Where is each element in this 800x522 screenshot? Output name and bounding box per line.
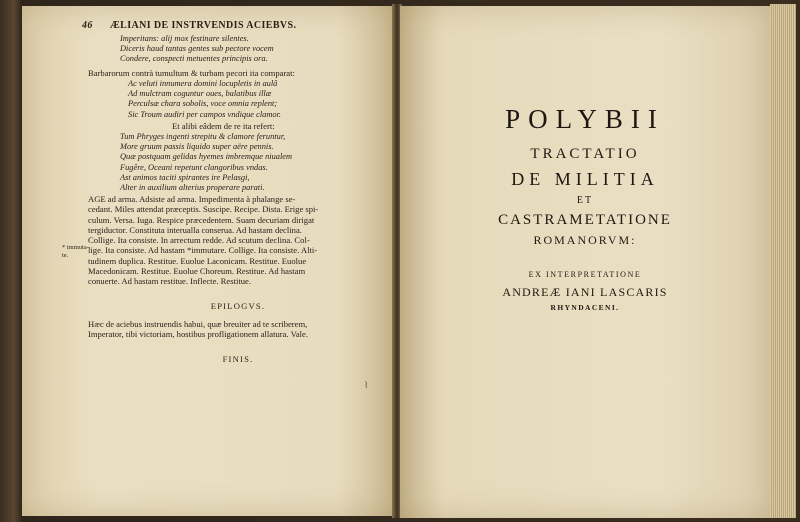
verse-line: Sic Troum audiri per campos vndique clamor. xyxy=(128,109,281,119)
verse-line: Condere, conspecti metuentes principis ora. xyxy=(120,54,268,64)
verse-line: More gruum passis liquido super aëre pennis. xyxy=(120,142,274,152)
epilogue-text xyxy=(88,319,308,340)
verse-line: Fugêre, Oceani repetunt clangoribus vndas. xyxy=(120,162,268,172)
verse-block-3 xyxy=(120,132,292,193)
prose-line: Macedonicam. Restitue. Euolue Choreum. Restitue. Ad hastam xyxy=(88,266,306,277)
finis: FINIS. xyxy=(222,354,254,364)
prose-line: lige. Ita consiste. Ad hastam *immutare. Collige. Ita consiste. Alti- xyxy=(88,245,318,256)
title-line-7: EX INTERPRETATIONE xyxy=(528,270,642,279)
title-line-3: DE MILITIA xyxy=(511,169,659,189)
verse-block-1 xyxy=(120,34,274,65)
title-line-8: ANDREÆ IANI LASCARIS xyxy=(502,285,668,299)
title-line-9: RHYNDACENI. xyxy=(550,303,620,312)
running-head xyxy=(82,20,296,31)
verse-line: Ad mulctram coguntur oues, balatibus illæ xyxy=(128,89,272,99)
epilogue-line: Hæc de aciebus instruendis habui, quæ breuiter ad te scriberem, xyxy=(88,319,308,329)
epilogue-heading: EPILOGVS. xyxy=(210,301,266,311)
title-line-6: ROMANORVM: xyxy=(533,233,637,247)
title-line-4: ET xyxy=(576,195,594,206)
verse-line: Imperitans: alij mox festinare silentes. xyxy=(120,34,249,43)
margin-note-line: te. xyxy=(62,252,69,259)
prose-block xyxy=(88,194,318,287)
verse-line: Tum Phryges ingenti strepitu & clamore feruntur, xyxy=(120,132,286,141)
verse-line: Alter in auxilium alterius properare parati. xyxy=(120,183,265,193)
right-page xyxy=(400,6,770,518)
margin-note xyxy=(62,244,96,260)
page-edges xyxy=(770,4,796,518)
title-line-1: POLYBII xyxy=(505,104,665,134)
verse-block-2 xyxy=(128,79,281,120)
prose-line: AGE ad arma. Adsiste ad arma. Impedimenta à phalange se- xyxy=(88,194,296,204)
epilogue-line: Imperator, tibi victoriam, hostibus profligationem allatura. Vale. xyxy=(88,329,309,340)
prose-line: conuerte. Ad hastam restitue. Inflecte. Restitue. xyxy=(88,276,251,287)
intro-line-2: Barbarorum contrà tumultum & turbam pecori ita comparat: xyxy=(88,68,295,78)
page-number: 46 xyxy=(82,20,93,31)
verse-line: Diceris haud tantas gentes sub pectore vocem xyxy=(120,44,274,54)
prose-line: culum. Versa. Iuga. Respice præcedentem. Suam decuriam dirigat xyxy=(88,214,315,225)
verse-line: Ac veluti innumera domini locupletis in aulâ xyxy=(128,79,278,88)
prose-line: tudinem duplica. Restitue. Euolue Laconicam. Restitue. Euolue xyxy=(88,255,307,266)
ink-mark-icon: ⌇ xyxy=(364,380,369,390)
intro-line-3: Et alibi eâdem de re ita refert: xyxy=(172,121,275,131)
margin-note-line: * immuta- xyxy=(62,244,89,251)
verse-line: Ast animos taciti spirantes ire Pelasgi, xyxy=(120,172,250,182)
running-head-title: ÆLIANI DE INSTRVENDIS ACIEBVS. xyxy=(109,20,297,31)
prose-line: tergiductor. Constituta interualla conserua. Ad hastam declina. xyxy=(88,224,302,235)
title-line-5: CASTRAMETATIONE xyxy=(498,212,672,228)
prose-line: cedant. Miles attendat præceptis. Suscipe. Recipe. Dista. Erige spi- xyxy=(88,204,319,215)
verse-line: Quæ postquam gelidas hyemes imbremque niualem xyxy=(120,152,293,162)
title-line-2: TRACTATIO xyxy=(530,146,640,162)
left-page xyxy=(22,6,394,516)
prose-line: Collige. Ita consiste. In arrectum redde. Ad scutum declina. Col- xyxy=(88,235,310,246)
verse-line: Perculsæ chara sobolis, voce omnia replent; xyxy=(128,99,278,109)
